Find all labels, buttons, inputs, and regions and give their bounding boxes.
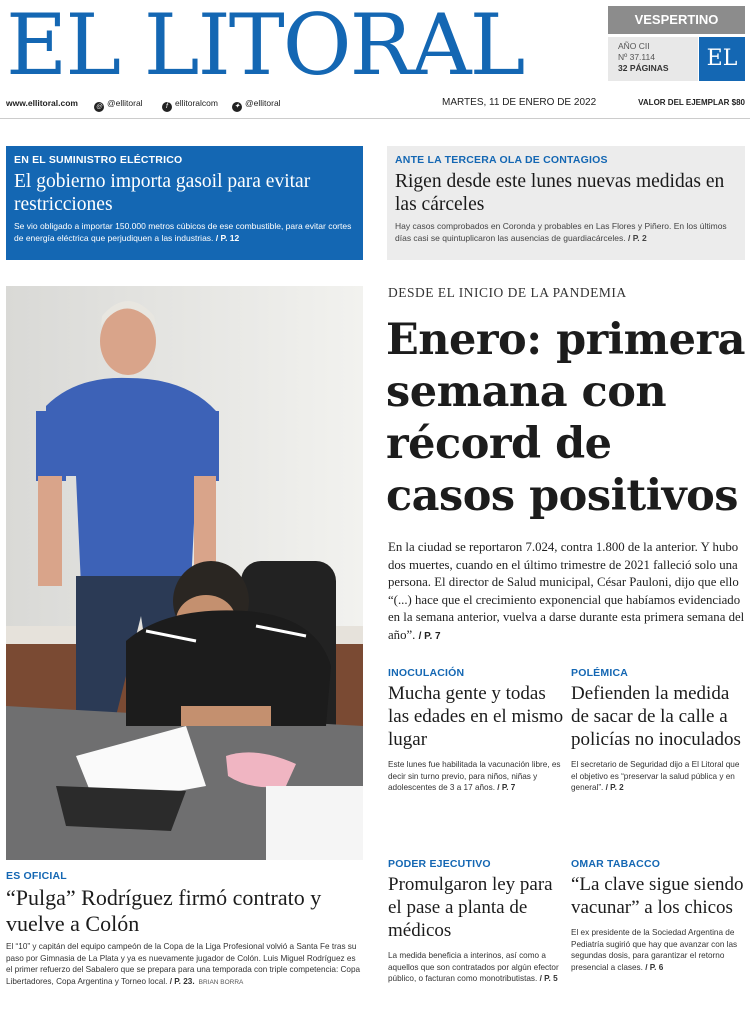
facebook-handle: ellitoralcom: [175, 98, 218, 108]
el-badge-logo: EL: [699, 37, 745, 81]
issue-info: [608, 37, 698, 81]
story-summary: [571, 927, 746, 973]
issue-pages: 32 PÁGINAS: [618, 63, 669, 73]
story-summary-text: La medida beneficia a interinos, así como a aquellos que son contratados por algún efector público, o facturan como monotributistas.: [388, 951, 559, 983]
story-summary: [388, 950, 565, 985]
website-link[interactable]: www.ellitoral.com: [6, 98, 78, 108]
page-ref: / P. 7: [418, 630, 441, 642]
facebook-icon: f: [162, 102, 172, 112]
photo-signing-contract: [6, 286, 363, 860]
lead-summary-text: En la ciudad se reportaron 7.024, contra 1.800 de la anterior. Y hubo dos muertes, cuando en el último trimestre de 2021 falleció solo una persona. El director de Salud municipal, César Pauloni, dijo que ello “(...) hace que el crecimiento exponencial que habíamos evidenciado en la semana anterior, vuelva a darse durante esta primera semana del año”.: [388, 540, 745, 642]
newspaper-logo[interactable]: EL LITORAL: [6, 0, 524, 94]
story-kicker: ES OFICIAL: [6, 870, 67, 882]
twitter-icon: ✦: [232, 102, 242, 112]
page-ref: / P. 12: [215, 232, 240, 243]
story-headline[interactable]: Mucha gente y todas las edades en el mismo lugar: [388, 683, 564, 750]
edition-label: VESPERTINO: [608, 6, 745, 34]
story-summary-text: El secretario de Seguridad dijo a El Litoral que el objetivo es “preservar la salud pública y en general”.: [571, 760, 740, 792]
info-bar: [6, 96, 745, 112]
lead-headline[interactable]: Enero: primera semana con récord de casos positivos: [386, 315, 746, 521]
story-kicker: EN EL SUMINISTRO ELÉCTRICO: [14, 154, 183, 166]
story-headline[interactable]: El gobierno importa gasoil para evitar restricciones: [14, 171, 311, 215]
page-ref: / P. 2: [627, 232, 647, 243]
story-summary-text: Se vio obligado a importar 150.000 metros cúbicos de ese combustible, para evitar cortes de energía eléctrica que perjudiquen a las industrias.: [14, 221, 352, 243]
story-pulga-rodriguez[interactable]: [6, 870, 363, 988]
page-ref: / P. 5: [539, 974, 558, 983]
story-kicker: PODER EJECUTIVO: [388, 858, 491, 870]
story-summary-text: El “10” y capitán del equipo campeón de la Copa de la Liga Profesional volvió a Santa Fe tras su paso por Gimnasia de La Plata y ya es nuevamente jugador de Colón. Luis Miguel Rodríguez es el primer refuerzo del Sabalero que se prepara para una temporada con triple competencia: Copa Libertadores, Copa Argentina y Torneo local.: [6, 942, 361, 986]
social-twitter[interactable]: [232, 98, 281, 112]
story-headline[interactable]: Rigen desde este lunes nuevas medidas en las cárceles: [395, 171, 725, 215]
page-ref: / P. 6: [645, 962, 664, 972]
photo-credit: BRIAN BORRA: [198, 978, 244, 986]
story-omar-tabacco[interactable]: [571, 858, 746, 973]
story-inoculacion[interactable]: [388, 667, 565, 794]
story-headline[interactable]: Defienden la medida de sacar de la calle a policías no inoculados: [571, 683, 741, 750]
story-kicker: INOCULACIÓN: [388, 667, 465, 679]
story-summary-text: Este lunes fue habilitada la vacunación libre, es decir sin turno previo, para niños, niñas y adolescentes de 3 a 17 años.: [388, 760, 561, 792]
story-carceles[interactable]: [387, 146, 745, 260]
story-summary: [571, 759, 746, 794]
twitter-handle: @ellitoral: [245, 98, 281, 108]
story-kicker: OMAR TABACCO: [571, 858, 661, 870]
page-ref: / P. 23.: [169, 976, 195, 986]
story-headline[interactable]: Promulgaron ley para el pase a planta de médicos: [388, 874, 553, 941]
story-poder-ejecutivo[interactable]: [388, 858, 565, 985]
instagram-handle: @ellitoral: [107, 98, 143, 108]
issue-year: AÑO CII: [618, 41, 650, 51]
lead-summary: [388, 539, 745, 646]
issue-number: Nº 37.114: [618, 52, 655, 62]
page-ref: / P. 2: [605, 783, 624, 792]
story-headline[interactable]: “Pulga” Rodríguez firmó contrato y vuelve a Colón: [6, 885, 322, 936]
social-facebook[interactable]: [162, 98, 218, 112]
story-summary-text: El ex presidente de la Sociedad Argentina de Pediatría sugirió que hay que avanzar con las segundas dosis, para garantizar el retorno presencial a clases.: [571, 928, 738, 972]
instagram-icon: ◎: [95, 103, 103, 110]
story-summary: [6, 941, 363, 988]
masthead: [0, 0, 750, 120]
story-headline[interactable]: “La clave sigue siendo vacunar” a los chicos: [571, 874, 744, 918]
lead-kicker: DESDE EL INICIO DE LA PANDEMIA: [388, 285, 627, 300]
story-summary: [14, 221, 355, 244]
story-summary: [395, 221, 737, 244]
story-kicker: ANTE LA TERCERA OLA DE CONTAGIOS: [395, 154, 608, 166]
story-summary-text: Hay casos comprobados en Coronda y probables en Las Flores y Piñero. En los últimos días casi se quintuplicaron las ausencias de guardiacárceles.: [395, 221, 727, 243]
issue-date: MARTES, 11 DE ENERO DE 2022: [442, 97, 597, 108]
masthead-divider: [0, 118, 750, 119]
page-ref: / P. 7: [497, 783, 516, 792]
story-kicker: POLÉMICA: [571, 667, 629, 679]
main-photo: [6, 286, 363, 860]
story-polemica[interactable]: [571, 667, 746, 794]
story-gasoil[interactable]: [6, 146, 363, 260]
social-instagram[interactable]: [94, 98, 143, 112]
issue-price: VALOR DEL EJEMPLAR $80: [638, 98, 745, 107]
story-summary: [388, 759, 565, 794]
